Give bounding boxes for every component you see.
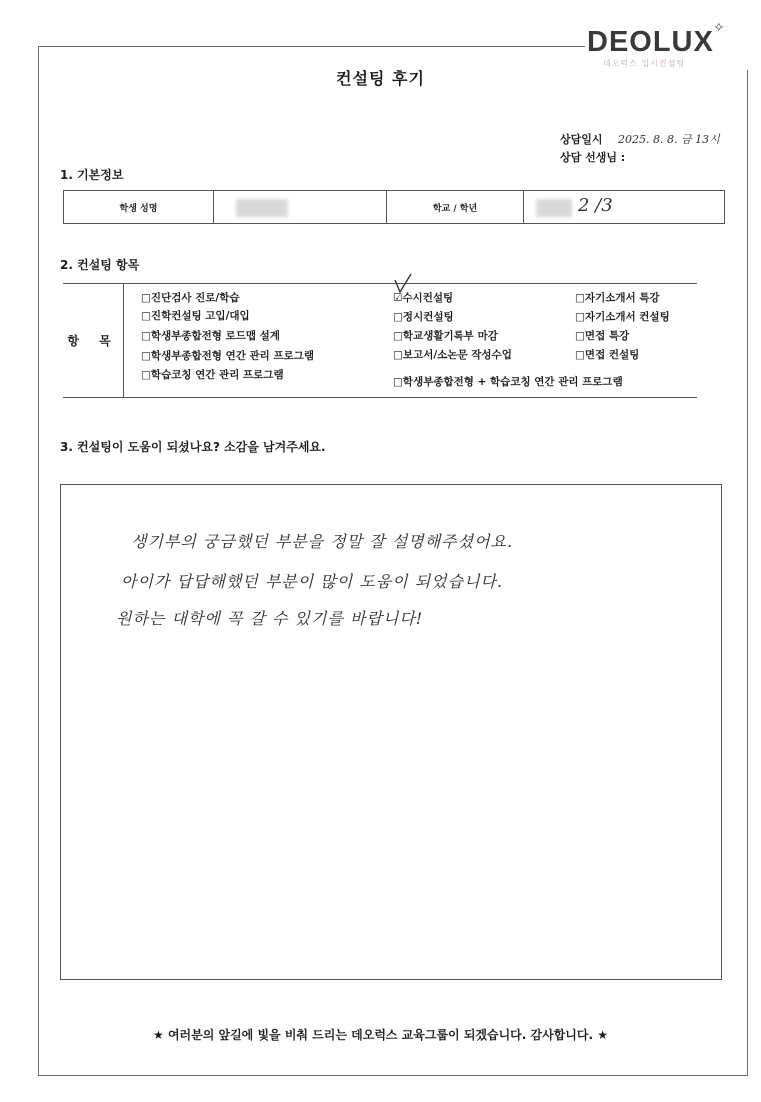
option-essay-lecture[interactable]: □자기소개서 특강 bbox=[575, 292, 660, 304]
option-interview-lecture[interactable]: □면접 특강 bbox=[575, 330, 630, 342]
name-value-cell bbox=[214, 191, 387, 223]
school-value-cell bbox=[524, 191, 724, 223]
checkmark-icon bbox=[392, 272, 414, 296]
grade-value: 2 /3 bbox=[578, 195, 613, 216]
school-label: 학교 / 학년 bbox=[387, 191, 524, 223]
option-record-closing[interactable]: □학교생활기록부 마감 bbox=[393, 330, 498, 342]
option-combined-program[interactable]: □학생부종합전형 + 학습코칭 연간 관리 프로그램 bbox=[393, 376, 623, 388]
feedback-box bbox=[60, 484, 722, 980]
date-value: 2025. 8. 8. 금 13시 bbox=[618, 133, 720, 146]
option-roadmap[interactable]: □학생부종합전형 로드맵 설계 bbox=[141, 330, 280, 342]
logo-tagline: 데오럭스 입시컨설팅 bbox=[603, 59, 686, 68]
feedback-line-2: 아이가 답답해했던 부분이 많이 도움이 되었습니다. bbox=[121, 572, 504, 591]
option-regular-admission[interactable]: □정시컨설팅 bbox=[393, 311, 454, 323]
items-row-label: 항 목 bbox=[63, 284, 124, 397]
section1-heading: 1. 기본정보 bbox=[60, 168, 124, 182]
option-early-admission[interactable]: ☑수시컨설팅 bbox=[393, 292, 454, 304]
name-label: 학생 성명 bbox=[64, 191, 214, 223]
section2-heading: 2. 컨설팅 항목 bbox=[60, 258, 140, 272]
page-title: 컨설팅 후기 bbox=[336, 69, 425, 88]
option-diagnostic[interactable]: □진단검사 진로/학습 bbox=[141, 292, 240, 304]
option-interview-consulting[interactable]: □면접 컨설팅 bbox=[575, 349, 640, 361]
deolux-logo bbox=[585, 20, 750, 70]
redacted-school bbox=[536, 199, 572, 217]
feedback-line-1: 생기부의 궁금했던 부분을 정말 잘 설명해주셨어요. bbox=[131, 532, 514, 551]
redacted-name bbox=[236, 199, 288, 217]
sparkle-icon: ✧ bbox=[713, 20, 725, 36]
option-admission[interactable]: □진학컨설팅 고입/대입 bbox=[141, 310, 250, 322]
option-annual-program[interactable]: □학생부종합전형 연간 관리 프로그램 bbox=[141, 350, 315, 362]
option-report-writing[interactable]: □보고서/소논문 작성수업 bbox=[393, 349, 512, 361]
option-essay-consulting[interactable]: □자기소개서 컨설팅 bbox=[575, 311, 670, 323]
consulting-items-table bbox=[63, 283, 697, 398]
option-coaching-program[interactable]: □학습코칭 연간 관리 프로그램 bbox=[141, 369, 284, 381]
teacher-label: 상담 선생님 : bbox=[560, 151, 626, 164]
section3-heading: 3. 컨설팅이 도움이 되셨나요? 소감을 남겨주세요. bbox=[60, 440, 326, 454]
logo-wordmark: DEOLUX bbox=[587, 26, 714, 58]
feedback-line-3: 원하는 대학에 꼭 갈 수 있기를 바랍니다! bbox=[116, 609, 424, 628]
date-label: 상담일시 bbox=[560, 133, 603, 146]
basic-info-table bbox=[63, 190, 725, 224]
footer-message: ★ 여러분의 앞길에 빛을 비춰 드리는 데오럭스 교육그룹이 되겠습니다. 감사합니다. ★ bbox=[153, 1028, 608, 1042]
